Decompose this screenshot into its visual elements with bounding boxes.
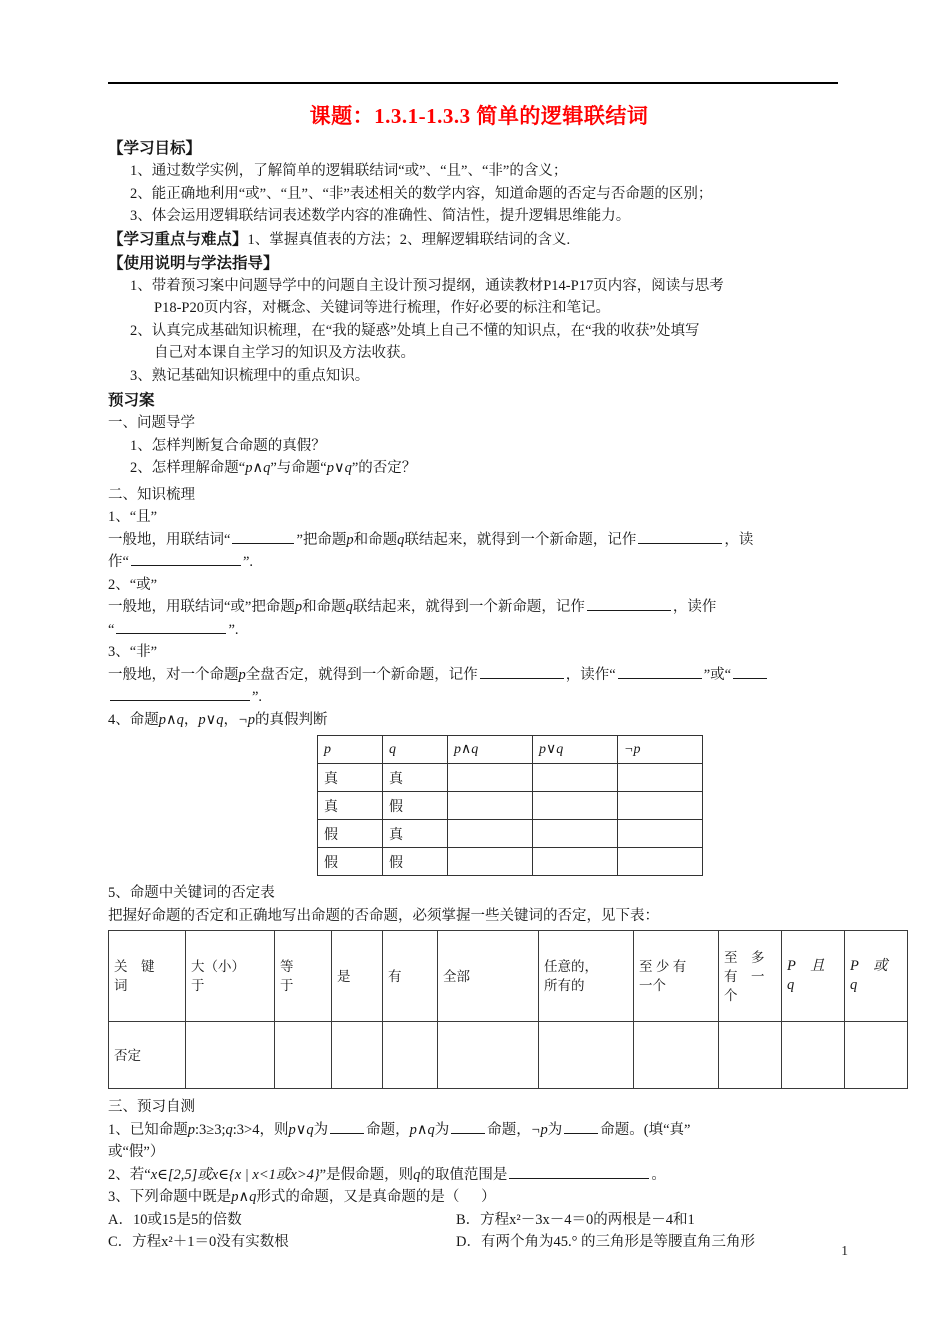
truth-cell-or-r3[interactable] xyxy=(533,820,618,848)
truth-cell-and-r2[interactable] xyxy=(448,792,533,820)
keyword-header-p-and-q xyxy=(782,931,845,1022)
keyword-header-label xyxy=(109,931,186,1022)
knowledge-item-3-body xyxy=(108,664,850,687)
keyword-negation-label: 否定 xyxy=(109,1022,186,1089)
item3-d: ”或“ xyxy=(703,666,732,683)
knowledge-item-3-label: 3、“非” xyxy=(108,644,158,660)
kw-h9-l3: 个 xyxy=(724,987,738,1003)
truth-cell-p-r2: 真 xyxy=(318,792,383,820)
keyword-header-label-line1: 关 键 xyxy=(114,959,155,974)
truth-cell-and-r4[interactable] xyxy=(448,848,533,876)
q2-c: 的取值范围是 xyxy=(420,1166,508,1183)
item2-a: 一般地，用联结词“或”把命题 xyxy=(108,599,295,615)
keyword-header-all: 全部 xyxy=(438,931,539,1022)
usage-item-3: 3、熟记基础知识梳理中的重点知识。 xyxy=(130,367,370,384)
kw-h2-l2: 于 xyxy=(191,978,205,993)
fill-blank-negation-reading-1[interactable] xyxy=(618,664,702,679)
fill-blank-q1-or[interactable] xyxy=(330,1119,364,1134)
truth-cell-or-r4[interactable] xyxy=(533,848,618,876)
item3-e: ”. xyxy=(252,689,263,705)
fill-blank-negation-reading-2b[interactable] xyxy=(110,686,250,701)
item2-c: 联结起来，就得到一个新命题，记作 xyxy=(352,599,585,615)
truth-col-p-or-q: p∨q xyxy=(533,736,618,764)
fill-blank-q1-not[interactable] xyxy=(564,1119,598,1134)
self-test-question-2 xyxy=(108,1164,850,1187)
keyword-negation-cell-6[interactable] xyxy=(539,1022,634,1089)
option-a-text: 10或15是5的倍数 xyxy=(132,1211,242,1228)
truth-cell-p-r3: 假 xyxy=(318,820,383,848)
keyword-header-p-or-q xyxy=(845,931,908,1022)
usage-heading: 【使用说明与学法指导】 xyxy=(108,254,279,272)
q2-d: 。 xyxy=(651,1166,666,1183)
q1-a: 1、已知命题 xyxy=(108,1121,188,1138)
kw-h10-l2: q xyxy=(787,977,795,993)
keyword-negation-cell-8[interactable] xyxy=(719,1022,782,1089)
q2-mid: ”与命题“ xyxy=(270,460,327,476)
q2-b: ”是假命题，则 xyxy=(319,1166,414,1183)
section-one-question-2 xyxy=(108,457,850,480)
q1-e2-q: q xyxy=(427,1121,435,1138)
keyword-header-label-line2: 词 xyxy=(114,978,128,993)
item2-e: “ xyxy=(108,621,115,638)
item1-e: ，读 xyxy=(724,531,754,548)
kw-h2-l1: 大（小） xyxy=(191,959,245,974)
q2-expression: x∈[2,5]或x∈{x | x<1或x>4} xyxy=(150,1166,320,1183)
truth-cell-or-r1[interactable] xyxy=(533,764,618,792)
keyword-header-at-most-one xyxy=(719,931,782,1022)
item3-a: 一般地，对一个命题 xyxy=(108,666,239,683)
item4-expr-2: p∨q xyxy=(198,711,224,728)
keyword-negation-cell-1[interactable] xyxy=(186,1022,275,1089)
truth-cell-q-r4: 假 xyxy=(383,848,448,876)
q1-b: ，则 xyxy=(259,1121,289,1138)
self-test-question-3 xyxy=(108,1186,850,1209)
fill-blank-negation-notation[interactable] xyxy=(480,664,564,679)
knowledge-item-4-label xyxy=(108,709,850,732)
option-b-text: 方程x²－3x－4＝0的两根是－4和1 xyxy=(480,1211,695,1228)
table-row xyxy=(318,820,703,848)
fill-blank-disjunction-notation[interactable] xyxy=(587,596,671,611)
truth-cell-p-r1: 真 xyxy=(318,764,383,792)
truth-col-p-and-q: p∧q xyxy=(448,736,533,764)
preview-heading: 预习案 xyxy=(108,392,155,409)
q2-prefix: 2、怎样理解命题“ xyxy=(130,460,246,476)
knowledge-item-1-label: 1、“且” xyxy=(108,509,158,525)
usage-item-1-cont: P18-P20页内容，对概念、关键词等进行梳理，作好必要的标注和笔记。 xyxy=(154,300,610,316)
kw-h7-l2: 所有的 xyxy=(544,978,585,993)
q2-expr1-op: ∧ xyxy=(252,460,264,476)
option-d-label: D． xyxy=(456,1234,481,1250)
keyword-negation-table xyxy=(108,930,908,1089)
knowledge-item-2-body xyxy=(108,596,850,619)
usage-item-2-cont: 自己对本课自主学习的知识及方法收获。 xyxy=(154,345,415,361)
q1-prop-p-body: :3≥3; xyxy=(195,1121,226,1138)
fill-blank-disjunction-reading[interactable] xyxy=(116,619,226,634)
key-points-heading xyxy=(108,228,850,252)
truth-cell-not-r2[interactable] xyxy=(618,792,703,820)
option-c-label: C． xyxy=(108,1234,133,1250)
knowledge-item-2-body-cont xyxy=(108,619,850,642)
q1-prop-p: p xyxy=(187,1121,195,1138)
option-a[interactable] xyxy=(108,1209,456,1232)
item4-expr-1: p∧q xyxy=(158,711,184,728)
truth-col-q: q xyxy=(383,736,448,764)
item1-b: ”把命题 xyxy=(296,531,347,548)
q2-variable: q xyxy=(413,1166,421,1183)
q1-e2-op: ∧ xyxy=(416,1121,428,1138)
knowledge-item-1-body-cont xyxy=(108,551,850,574)
q1-e1-op: ∨ xyxy=(295,1121,307,1138)
q1-d: 命题， xyxy=(366,1121,410,1138)
item4-sep-2: ， xyxy=(223,711,238,728)
item1-q: q xyxy=(397,531,405,548)
q2-expr1-q: q xyxy=(263,460,271,476)
truth-cell-and-r3[interactable] xyxy=(448,820,533,848)
document-content xyxy=(108,100,888,1254)
section-two-title: 二、知识梳理 xyxy=(108,486,195,503)
item1-d: 联结起来，就得到一个新命题，记作 xyxy=(404,531,637,548)
kw-h8-l1: 至 少 有 xyxy=(639,959,687,974)
q1-prop-q: q xyxy=(225,1121,233,1138)
truth-table-container xyxy=(108,735,850,876)
self-test-q3-options-row-1 xyxy=(108,1209,850,1232)
truth-cell-p-r4: 假 xyxy=(318,848,383,876)
keyword-header-is: 是 xyxy=(332,931,383,1022)
q1-e2-p: p xyxy=(409,1121,417,1138)
truth-table-header-row xyxy=(318,736,703,764)
item3-b: 全盘否定，就得到一个新命题，记作 xyxy=(245,666,478,683)
fill-blank-q1-and[interactable] xyxy=(451,1119,485,1134)
truth-col-p: p xyxy=(318,736,383,764)
item2-b: 和命题 xyxy=(302,599,346,615)
option-a-label: A． xyxy=(108,1211,133,1228)
knowledge-item-2-label: 2、“或” xyxy=(108,576,158,593)
keyword-header-row xyxy=(109,931,908,1022)
q3-stem-expr: p∧q xyxy=(231,1189,257,1205)
keyword-negation-cell-9[interactable] xyxy=(782,1022,845,1089)
objective-item-2: 2、能正确地利用“或”、“且”、“非”表述相关的数学内容，知道命题的否定与否命题的区别； xyxy=(130,185,713,202)
keyword-negation-cell-10[interactable] xyxy=(845,1022,908,1089)
item1-a: 一般地，用联结词“ xyxy=(108,531,231,548)
q1-f: 命题， xyxy=(487,1121,531,1138)
option-d-text: 有两个角为45.° 的三角形是等腰直角三角形 xyxy=(480,1234,756,1250)
item3-p: p xyxy=(238,666,246,683)
kw-h7-l1: 任意的， xyxy=(544,959,598,974)
usage-item-2: 2、认真完成基础知识梳理，在“我的疑惑”处填上自己不懂的知识点，在“我的收获”处填写 xyxy=(130,322,700,339)
q1-c: 为 xyxy=(313,1121,329,1138)
section-three-title: 三、预习自测 xyxy=(108,1099,195,1115)
q2-expr2-p: p xyxy=(326,460,334,476)
fill-blank-q2-range[interactable] xyxy=(509,1164,649,1179)
truth-cell-or-r2[interactable] xyxy=(533,792,618,820)
self-test-question-1-cont: 或“假”） xyxy=(108,1144,165,1160)
q1-e1-q: q xyxy=(306,1121,314,1138)
item3-c: ，读作“ xyxy=(565,666,616,683)
fill-blank-negation-reading-2a[interactable] xyxy=(733,664,767,679)
item4-suffix: 的真假判断 xyxy=(255,711,328,728)
item1-g: ”. xyxy=(242,554,253,570)
kw-h9-l2: 有 一 xyxy=(724,968,765,984)
truth-col-not-p: ¬p xyxy=(618,736,703,764)
q2-expr2-op: ∨ xyxy=(333,460,345,476)
self-test-question-1 xyxy=(108,1119,850,1142)
kw-h3-l2: 于 xyxy=(280,978,294,993)
q1-h: 命题。(填“真” xyxy=(600,1121,691,1138)
item1-c: 和命题 xyxy=(353,531,398,548)
item1-f: 作“ xyxy=(108,554,129,570)
truth-cell-q-r2: 假 xyxy=(383,792,448,820)
keyword-negation-cell-5[interactable] xyxy=(438,1022,539,1089)
item2-q: q xyxy=(345,599,353,615)
keyword-negation-cell-2[interactable] xyxy=(275,1022,332,1089)
keyword-header-have: 有 xyxy=(383,931,438,1022)
keyword-header-equal xyxy=(275,931,332,1022)
knowledge-item-5-label: 5、命题中关键词的否定表 xyxy=(108,885,275,901)
q1-e1-p: p xyxy=(288,1121,296,1138)
knowledge-item-5-text: 把握好命题的否定和正确地写出命题的否命题，必须掌握一些关键词的否定，见下表： xyxy=(108,907,659,924)
objectives-heading: 【学习目标】 xyxy=(108,140,202,157)
objective-item-1: 1、通过数学实例，了解简单的逻辑联结词“或”、“且”、“非”的含义； xyxy=(130,163,568,179)
truth-cell-not-r1[interactable] xyxy=(618,764,703,792)
option-b-label: B． xyxy=(456,1211,481,1228)
page-number: 1 xyxy=(841,1243,848,1258)
fill-blank-conjunction-reading[interactable] xyxy=(131,551,241,566)
keyword-header-greater-less xyxy=(186,931,275,1022)
fill-blank-conjunction-word[interactable] xyxy=(232,529,294,544)
q1-e: 为 xyxy=(434,1121,450,1138)
keyword-header-any-every xyxy=(539,931,634,1022)
q1-e3: ¬p xyxy=(530,1121,548,1138)
kw-h8-l2: 一个 xyxy=(639,978,666,993)
section-one-question-1: 1、怎样判断复合命题的真假？ xyxy=(130,437,326,454)
q2-expr2-q: q xyxy=(344,460,352,476)
truth-table xyxy=(317,735,703,876)
keyword-negation-cell-3[interactable] xyxy=(332,1022,383,1089)
q3-stem-a: 3、下列命题中既是 xyxy=(108,1189,232,1205)
knowledge-item-1-body xyxy=(108,529,850,552)
table-row xyxy=(318,848,703,876)
knowledge-item-3-body-cont xyxy=(108,686,850,709)
key-points-text: 1、掌握真值表的方法；2、理解逻辑联结词的含义. xyxy=(247,231,571,248)
kw-h3-l1: 等 xyxy=(280,959,294,974)
kw-h9-l1: 至 多 xyxy=(724,949,765,965)
truth-cell-not-r4[interactable] xyxy=(618,848,703,876)
q2-expr1-p: p xyxy=(245,460,253,476)
usage-item-1: 1、带着预习案中问题导学中的问题自主设计预习提纲，通读教材P14-P17页内容，阅读与思考 xyxy=(130,277,724,294)
objective-item-3: 3、体会运用逻辑联结词表述数学内容的准确性、简洁性，提升逻辑思维能力。 xyxy=(130,208,631,224)
truth-cell-q-r3: 真 xyxy=(383,820,448,848)
keyword-header-at-least-one xyxy=(634,931,719,1022)
table-row xyxy=(318,764,703,792)
page-title: 课题：1.3.1-1.3.3 简单的逻辑联结词 xyxy=(309,104,649,128)
item1-p: p xyxy=(346,531,354,548)
truth-cell-q-r1: 真 xyxy=(383,764,448,792)
item4-prefix: 4、命题 xyxy=(108,711,159,728)
truth-cell-and-r1[interactable] xyxy=(448,764,533,792)
q2-a: 2、若“ xyxy=(108,1166,151,1183)
kw-h11-l2: q xyxy=(850,977,858,993)
key-points-label: 【学习重点与难点】 xyxy=(108,230,248,248)
section-one-title: 一、问题导学 xyxy=(108,415,195,431)
item4-sep-1: ， xyxy=(183,711,199,728)
kw-h10-l1: P 且 xyxy=(787,958,825,974)
keyword-negation-row xyxy=(109,1022,908,1089)
q1-g: 为 xyxy=(547,1121,563,1138)
q3-stem-b: 形式的命题，又是真命题的是（ ） xyxy=(256,1189,496,1205)
truth-cell-not-r3[interactable] xyxy=(618,820,703,848)
item2-f: ”. xyxy=(228,621,239,638)
kw-h11-l1: P 或 xyxy=(850,958,888,974)
option-b[interactable] xyxy=(456,1212,695,1228)
table-row xyxy=(318,792,703,820)
item2-d: ，读作 xyxy=(672,599,717,615)
header-divider-rule xyxy=(108,82,838,84)
option-c-text: 方程x²＋1＝0没有实数根 xyxy=(132,1234,289,1250)
q1-prop-q-body: :3>4 xyxy=(232,1121,260,1138)
keyword-negation-cell-7[interactable] xyxy=(634,1022,719,1089)
item2-p: p xyxy=(294,599,303,615)
keyword-negation-cell-4[interactable] xyxy=(383,1022,438,1089)
fill-blank-conjunction-notation[interactable] xyxy=(638,529,722,544)
q2-suffix: ”的否定？ xyxy=(351,460,417,476)
item4-expr-3: ¬p xyxy=(238,711,256,728)
